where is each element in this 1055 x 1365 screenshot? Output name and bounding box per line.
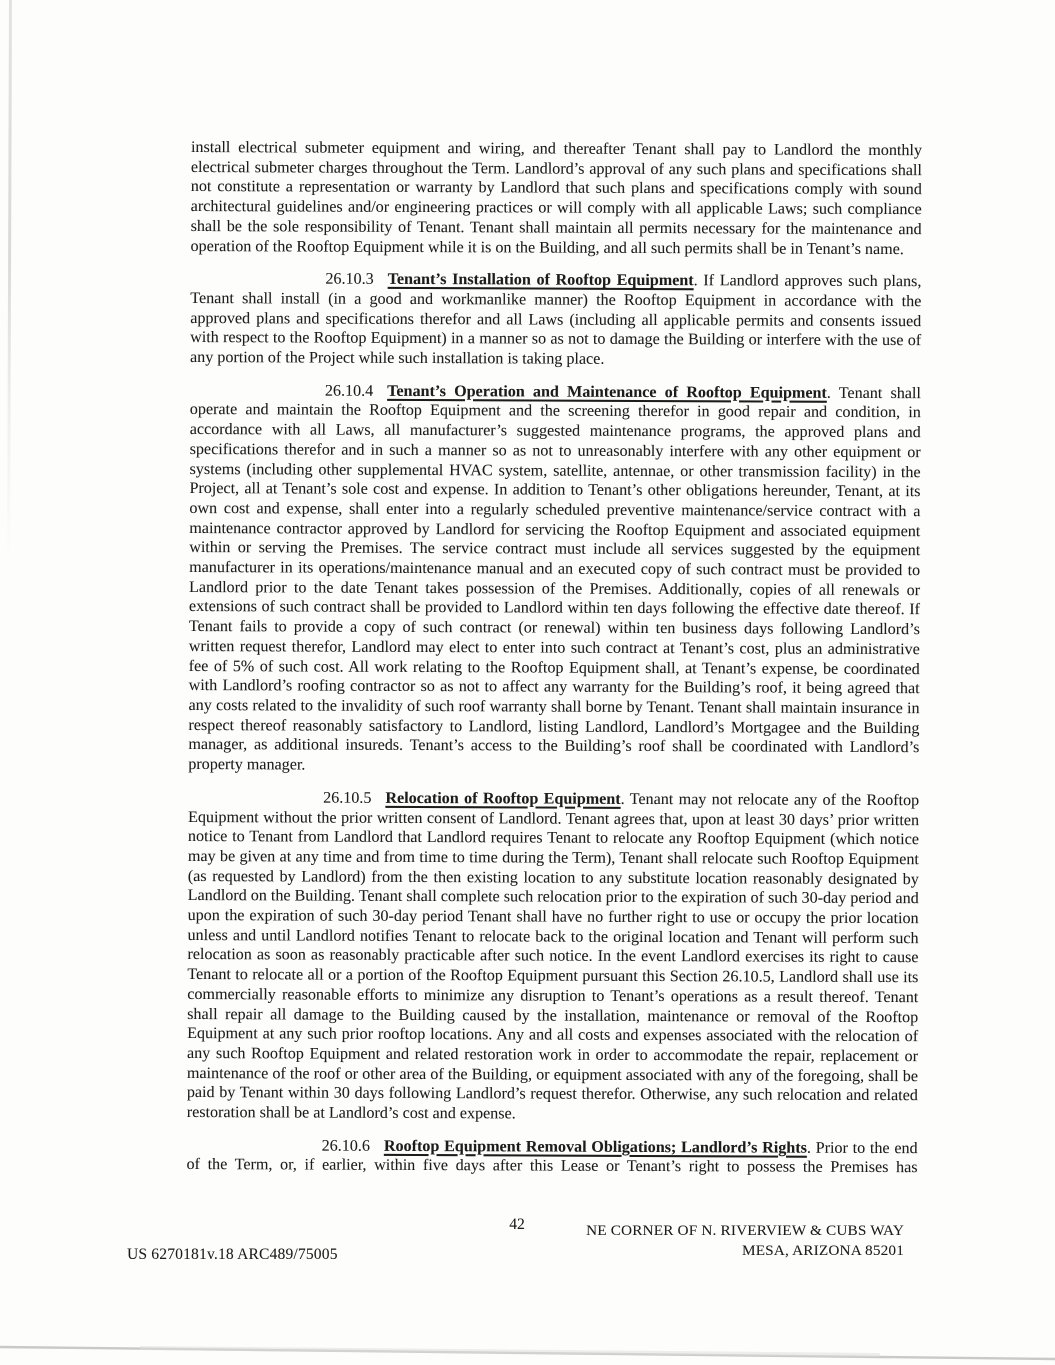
section-body: . Prior to the end of the Term, or, if earlier, within five days after this Lease or Tenant’s right to possess the Premises has <box>186 1139 918 1177</box>
section-body: . Tenant may not relocate any of the Rooftop Equipment without the prior written consent of Landlord. Tenant agrees that, upon at least 30 days’ prior written notice to Tenant from Landlord that Landlord requires Tenant to relocate any Rooftop Equipment (which notice may be given at any time and from time to time during the Term), Tenant shall relocate such Rooftop Equipment (as requested by Landlord) from the then existing location to any substitute location reasonably designated by Landlord on the Building. Tenant shall complete such relocation prior to the expiration of such 30-day period and upon the expiration of such 30-day period Tenant shall have no further right to use or occupy the prior location unless and until Landlord notifies Tenant to relocate back to the original location and Tenant will perform such relocation as soon as reasonably practicable after such notice. In the event Landlord exercises its right to cause Tenant to relocate all or a portion of the Rooftop Equipment pursuant this Section 26.10.5, Landlord shall use its commercially reasonable efforts to minimize any disruption to Tenant’s operations as a result thereof. Tenant shall repair all damage to the Building caused by the installation, maintenance or removal of the Rooftop Equipment at any such prior rooftop locations. Any and all costs and expenses associated with the relocation of any such Rooftop Equipment and related restoration work in order to accommodate the repair, replacement or maintenance of the roof or other area of the Building, or equipment associated with any of the foregoing, shall be paid by Tenant within 30 days following Landlord’s request therefor. Otherwise, any such relocation and related restoration shall be at Landlord’s cost and expense. <box>186 790 920 1123</box>
section-heading: Rooftop Equipment Removal Obligations; Landlord’s Rights <box>383 1137 807 1157</box>
footer-document-reference: US 6270181v.18 ARC489/75005 <box>127 1246 338 1263</box>
scan-artifact-bottom-edge <box>0 1341 1055 1365</box>
section-26-10-5 <box>187 788 919 1126</box>
scan-artifact-left-edge <box>7 0 12 560</box>
paragraph-intro-text: install electrical submeter equipment and wiring, and thereafter Tenant shall pay to Landlord the monthly electrical submeter charges throughout the Term. Landlord’s approval of any such plans and specifications shall not constitute a representation or warranty by Landlord that such plans and specifications comply with sound architectural guidelines and/or engineering practices or will comply with all applicable Laws; such compliance shall be the sole responsibility of Tenant. Tenant shall maintain all permits necessary for the maintenance and operation of the Rooftop Equipment while it is on the Building, and all such permits shall be in Tenant’s name. <box>190 138 922 258</box>
section-26-10-6 <box>186 1136 917 1179</box>
section-heading: Tenant’s Operation and Maintenance of Rooftop Equipment <box>387 382 827 402</box>
footer-address-line1: NE CORNER OF N. RIVERVIEW & CUBS WAY <box>586 1222 904 1239</box>
paragraph-intro <box>190 138 922 259</box>
section-26-10-4 <box>188 381 921 778</box>
section-number: 26.10.3 <box>325 270 374 289</box>
section-heading: Tenant’s Installation of Rooftop Equipment <box>387 271 694 290</box>
section-body: . Tenant shall operate and maintain the Rooftop Equipment and the screening therefor in good repair and condition, in accordance with all Laws, all manufacturer’s suggested maintenance programs, the approved plans and specifications therefor and in such a manner so as not to unreasonably interfere with any other equipment or systems (including other supplemental HVAC system, satellite, antennae, or other transmission facility) in the Project, all at Tenant’s sole cost and expense. In addition to Tenant’s other obligations hereunder, Tenant, at its own cost and expense, shall enter into a regularly scheduled preventive maintenance/service contract with a maintenance contractor approved by Landlord for servicing the Rooftop Equipment and associated equipment within or serving the Premises. The service contract must include all services suggested by the equipment manufacturer in its operations/maintenance manual and an executed copy of such contract must be provided to Landlord prior to the date Tenant takes possession of the Premises. Additionally, copies of all renewals or extensions of such contract shall be provided to Landlord within ten days following the effective date thereof. If Tenant fails to provide a copy of such contract (or renewal) within ten business days following Landlord’s written request therefor, Landlord may elect to enter into such contract at Tenant’s cost, plus an administrative fee of 5% of such cost. All work relating to the Rooftop Equipment shall, at Tenant’s expense, be coordinated with Landlord’s roofing contractor so as not to affect any warranty for the Building’s roof, it being agreed that any costs related to the invalidity of such roof warranty shall borne by Tenant. Tenant shall maintain insurance in respect thereof reasonably satisfactory to Landlord, listing Landlord, Landlord’s Mortgagee and the Building manager, as additional insureds. Tenant’s access to the Building’s roof shall be coordinated with Landlord’s property manager. <box>188 384 921 774</box>
section-body: . If Landlord approves such plans, Tenant shall install (in a good and workmanlike manner) the Rooftop Equipment in accordance with the approved plans and specifications therefor and all Laws (including all applicable permits and consents issued with respect to the Rooftop Equipment) in a manner so as not to damage the Building or interfere with the use of any portion of the Project while such installation is taking place. <box>190 272 922 368</box>
footer-address-line2: MESA, ARIZONA 85201 <box>741 1241 904 1259</box>
section-number: 26.10.5 <box>323 789 372 807</box>
footer-address-block <box>586 1221 904 1260</box>
page-number: 42 <box>509 1216 525 1233</box>
document-content <box>186 138 922 1191</box>
section-26-10-3 <box>190 269 921 371</box>
section-number: 26.10.6 <box>321 1137 370 1155</box>
section-number: 26.10.4 <box>324 382 374 400</box>
section-heading: Relocation of Rooftop Equipment <box>385 789 621 808</box>
